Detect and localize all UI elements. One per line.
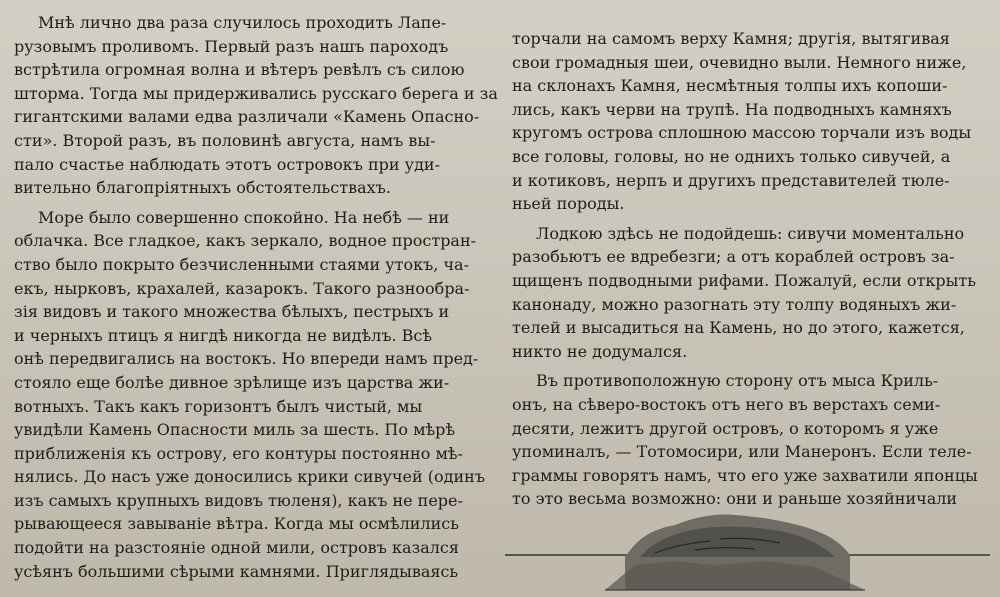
right-column <box>512 27 982 517</box>
paragraph-1: Мнѣ лично два раза случилось проходить Лапе- рузовымъ проливомъ. Первый разъ нашъ пароходъ встрѣтила огромная волна и вѣтеръ ревѣлъ съ силою шторма. Тогда мы придерживались русскаго берега и за гигантскими валами едва различали «Камень Опасно- сти». Второй разъ, въ половинѣ августа, намъ вы- пало счастье наблюдать этотъ островокъ при уди- вительно благопріятныхъ обстоятельствахъ. <box>14 13 498 198</box>
paragraph-3: торчали на самомъ верху Камня; другія, вытягивая свои громадныя шеи, очевидно выли. Немного ниже, на склонахъ Камня, несмѣтныя толпы ихъ копоши- лись, какъ черви на трупѣ. На подводныхъ камняхъ кругомъ острова сплошною массою торчали изъ воды все головы, головы, но не однихъ только сивучей, а и котиковъ, нерпъ и другихъ представителей тюле- ньей породы. <box>512 29 972 214</box>
left-column <box>14 11 498 589</box>
paragraph-5: Въ противоположную сторону отъ мыса Криль- онъ, на сѣверо-востокъ отъ него въ верстахъ семи- десяти, лежитъ другой островъ, о которомъ я уже упоминалъ, — Тотомосири, или Манеронъ. Если теле- граммы говорятъ намъ, что его уже захватили японцы то это весьма возможно: они и раньше хозяйничали <box>512 371 978 509</box>
paragraph-2: Море было совершенно спокойно. На небѣ — ни облачка. Все гладкое, какъ зеркало, водное простран- ство было покрыто безчисленными стаями утокъ, ча- екъ, нырковъ, крахалей, казарокъ. Такого разнообра- зія видовъ и такого множества бѣлыхъ, пестрыхъ и и черныхъ птицъ я нигдѣ никогда не видѣлъ. Всѣ онѣ передвигались на востокъ. Но впереди намъ пред- стояло еще болѣе дивное зрѣлище изъ царства жи- вотныхъ. Такъ какъ горизонтъ былъ чистый, мы увидѣли Камень Опасности миль за шесть. По мѣрѣ приближенія къ острову, его контуры постоянно мѣ- нялись. До насъ уже доносились крики сивучей (одинъ изъ самыхъ крупныхъ видовъ тюленя), какъ не пере- рывающееся завываніе вѣтра. Когда мы осмѣлились подойти на разстояніе одной мили, островъ казался усѣянъ большими сѣрыми камнями. Приглядываясь <box>14 207 485 581</box>
rock-island-illustration <box>505 495 990 595</box>
paragraph-4: Лодкою здѣсь не подойдешь: сивучи моментально разобьютъ ее вдребезги; а отъ кораблей островъ за- щищенъ подводными рифами. Пожалуй, если открыть канонаду, можно разогнать эту толпу водяныхъ жи- телей и высадиться на Камень, но до этого, кажется, никто не додумался. <box>512 223 976 361</box>
